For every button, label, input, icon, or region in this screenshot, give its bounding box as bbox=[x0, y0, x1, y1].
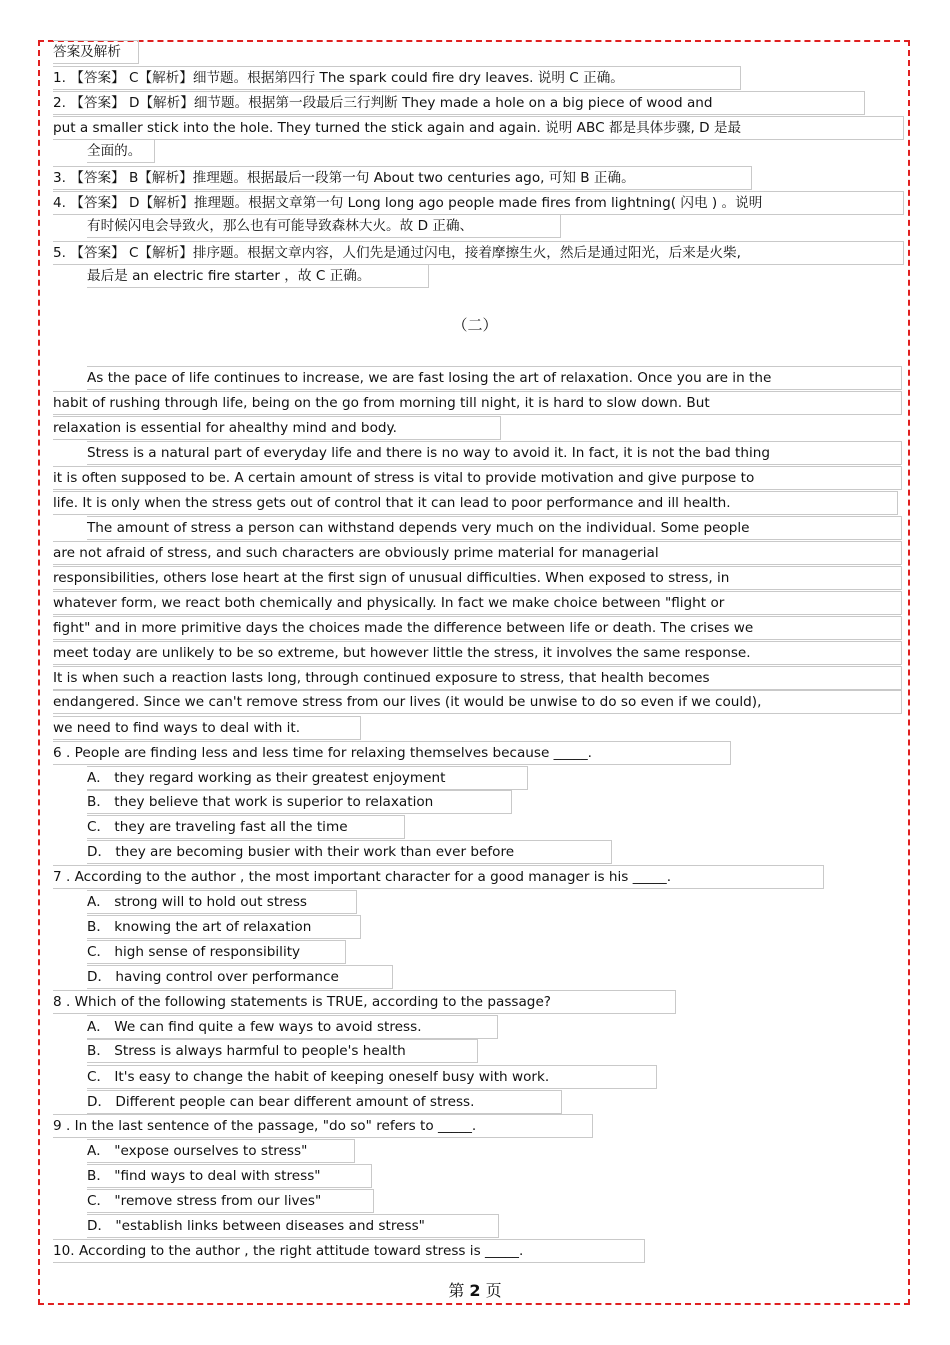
question-7-option-b[interactable]: B． knowing the art of relaxation bbox=[87, 915, 361, 939]
passage-line-14: endangered. Since we can't remove stress from our lives (it would be unwise to do so even if we could), bbox=[53, 690, 902, 714]
question-8-option-d[interactable]: D． Different people can bear different amount of stress. bbox=[87, 1090, 562, 1114]
passage-line-12: meet today are unlikely to be so extreme, but however little the stress, it involves the same response. bbox=[53, 641, 902, 665]
question-10-stem: 10. According to the author , the right attitude toward stress is _____. bbox=[53, 1239, 645, 1263]
question-9-option-a[interactable]: A． "expose ourselves to stress" bbox=[87, 1139, 355, 1163]
passage-line-2: habit of rushing through life, being on the go from morning till night, it is hard to slow down. But bbox=[53, 391, 902, 415]
question-6-option-b[interactable]: B． they believe that work is superior to relaxation bbox=[87, 790, 512, 814]
question-6-option-d[interactable]: D． they are becoming busier with their work than ever before bbox=[87, 840, 612, 864]
question-8-stem: 8 . Which of the following statements is TRUE, according to the passage? bbox=[53, 990, 676, 1014]
passage-line-5: it is often supposed to be. A certain amount of stress is vital to provide motivation and give purpose to bbox=[53, 466, 902, 490]
page-prefix: 第 bbox=[448, 1281, 465, 1300]
question-7-option-c[interactable]: C． high sense of responsibility bbox=[87, 940, 346, 964]
question-8-option-c[interactable]: C． It's easy to change the habit of keeping oneself busy with work. bbox=[87, 1065, 657, 1089]
answer-line-7: 有时候闪电会导致火，那么也有可能导致森林大火。故 D 正确、 bbox=[87, 214, 561, 238]
question-6-option-c[interactable]: C． they are traveling fast all the time bbox=[87, 815, 405, 839]
page-suffix: 页 bbox=[485, 1281, 502, 1300]
question-9-option-d[interactable]: D． "establish links between diseases and stress" bbox=[87, 1214, 499, 1238]
page-number-value: 2 bbox=[469, 1281, 481, 1300]
answer-line-6: 4. 【答案】 D【解析】推理题。根据文章第一句 Long long ago people made fires from lightning( 闪电 ) 。说明 bbox=[53, 191, 904, 215]
answer-line-3: put a smaller stick into the hole. They turned the stick again and again. 说明 ABC 都是具体步骤, D 是最 bbox=[53, 116, 904, 140]
passage-line-10: whatever form, we react both chemically and physically. In fact we make choice between "flight or bbox=[53, 591, 902, 615]
passage-line-11: fight" and in more primitive days the choices made the difference between life or death. The crises we bbox=[53, 616, 902, 640]
question-7-option-d[interactable]: D． having control over performance bbox=[87, 965, 393, 989]
answer-line-9: 最后是 an electric fire starter ，故 C 正确。 bbox=[87, 264, 429, 288]
passage-line-13: It is when such a reaction lasts long, through continued exposure to stress, that health becomes bbox=[53, 666, 902, 690]
passage-line-8: are not afraid of stress, and such characters are obviously prime material for managerial bbox=[53, 541, 902, 565]
section-title: （二） bbox=[452, 316, 498, 334]
answer-line-4: 全面的。 bbox=[87, 139, 155, 163]
passage-line-1: As the pace of life continues to increase, we are fast losing the art of relaxation. Once you are in the bbox=[87, 366, 902, 390]
question-8-option-a[interactable]: A． We can find quite a few ways to avoid stress. bbox=[87, 1015, 498, 1039]
passage-line-6: life. It is only when the stress gets out of control that it can lead to poor performance and ill health. bbox=[53, 491, 898, 515]
passage-line-15: we need to find ways to deal with it. bbox=[53, 716, 361, 740]
question-6-stem: 6 . People are finding less and less time for relaxing themselves because _____. bbox=[53, 741, 731, 765]
question-7-stem: 7 . According to the author , the most important character for a good manager is his _____. bbox=[53, 865, 824, 889]
question-7-option-a[interactable]: A． strong will to hold out stress bbox=[87, 890, 357, 914]
question-8-option-b[interactable]: B． Stress is always harmful to people's health bbox=[87, 1039, 478, 1063]
question-9-option-b[interactable]: B． "find ways to deal with stress" bbox=[87, 1164, 372, 1188]
answer-line-5: 3. 【答案】 B【解析】推理题。根据最后一段第一句 About two centuries ago, 可知 B 正确。 bbox=[53, 166, 752, 190]
answer-line-2: 2. 【答案】 D【解析】细节题。根据第一段最后三行判断 They made a hole on a big piece of wood and bbox=[53, 91, 865, 115]
passage-line-4: Stress is a natural part of everyday life and there is no way to avoid it. In fact, it is not the bad thing bbox=[87, 441, 902, 465]
question-9-option-c[interactable]: C． "remove stress from our lives" bbox=[87, 1189, 374, 1213]
question-6-option-a[interactable]: A． they regard working as their greatest enjoyment bbox=[87, 766, 528, 790]
passage-line-3: relaxation is essential for ahealthy mind and body. bbox=[53, 416, 501, 440]
answer-line-1: 1. 【答案】 C【解析】细节题。根据第四行 The spark could fire dry leaves. 说明 C 正确。 bbox=[53, 66, 741, 90]
answers-heading: 答案及解析 bbox=[53, 40, 139, 64]
page-number bbox=[0, 1280, 950, 1302]
answer-line-8: 5. 【答案】 C【解析】排序题。根据文章内容，人们先是通过闪电，接着摩擦生火，然后是通过阳光，后来是火柴, bbox=[53, 241, 904, 265]
passage-line-9: responsibilities, others lose heart at the first sign of unusual difficulties. When exposed to stress, in bbox=[53, 566, 902, 590]
question-9-stem: 9 . In the last sentence of the passage, "do so" refers to _____. bbox=[53, 1114, 593, 1138]
passage-line-7: The amount of stress a person can withstand depends very much on the individual. Some people bbox=[87, 516, 902, 540]
